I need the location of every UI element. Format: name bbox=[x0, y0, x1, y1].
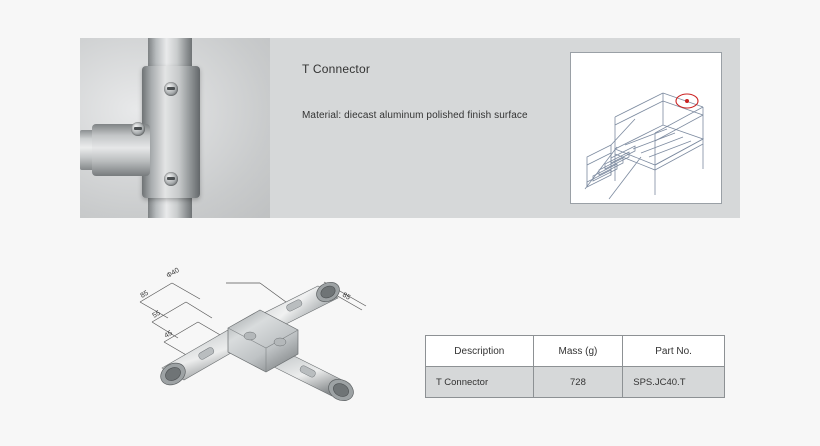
screw-icon bbox=[164, 82, 178, 96]
dim-label-d40: Φ40 bbox=[165, 266, 181, 280]
product-material: Material: diecast aluminum polished finish surface bbox=[302, 110, 528, 121]
screw-icon bbox=[274, 338, 286, 346]
table-row bbox=[426, 367, 725, 398]
product-photo bbox=[80, 38, 270, 218]
product-title: T Connector bbox=[302, 62, 371, 76]
column-header-part-no: Part No. bbox=[623, 336, 725, 367]
dim-label-45: 45 bbox=[163, 329, 174, 340]
product-banner bbox=[80, 38, 740, 218]
cell-description: T Connector bbox=[426, 367, 534, 398]
cell-mass: 728 bbox=[533, 367, 623, 398]
dim-label-85-right: 85 bbox=[341, 291, 352, 302]
screw-icon bbox=[164, 172, 178, 186]
screw-icon bbox=[131, 122, 145, 136]
banner-text-block bbox=[302, 62, 572, 131]
assembly-drawing-box bbox=[570, 52, 722, 204]
screw-icon bbox=[244, 332, 256, 340]
column-header-description: Description bbox=[426, 336, 534, 367]
assembly-drawing-icon bbox=[571, 53, 721, 203]
highlight-dot-icon bbox=[685, 99, 689, 103]
table-header-row bbox=[426, 336, 725, 367]
column-header-mass: Mass (g) bbox=[533, 336, 623, 367]
cell-part-no: SPS.JC40.T bbox=[623, 367, 725, 398]
iso-tee-drawing bbox=[110, 250, 400, 430]
spec-table bbox=[425, 335, 725, 398]
dim-label-55: 55 bbox=[151, 309, 162, 320]
dim-label-85-left: 85 bbox=[139, 289, 150, 300]
dimension-drawing bbox=[110, 250, 400, 430]
